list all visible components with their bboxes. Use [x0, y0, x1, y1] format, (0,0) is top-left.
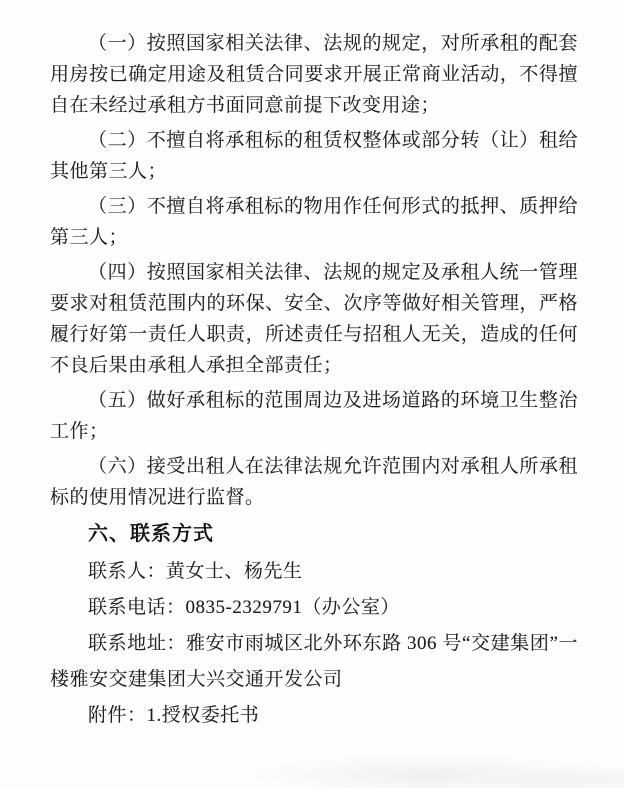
contact-address-line: 联系地址：雅安市雨城区北外环东路 306 号“交建集团”一楼雅安交建集团大兴交通开发公司 — [50, 633, 578, 690]
attachment-line: 附件：1.授权委托书 — [88, 705, 260, 726]
clause-5: （五）做好承租标的范围周边及进场道路的环境卫生整治工作； — [50, 390, 578, 442]
clause-1: （一）按照国家相关法律、法规的规定，对所承租的配套用房按已确定用途及租赁合同要求开展正常商业活动，不得擅自在未经过承租方书面同意前提下改变用途； — [50, 33, 578, 116]
clause-4: （四）按照国家相关法律、法规的规定及承租人统一管理要求对租赁范围内的环保、安全、次序等做好相关管理，严格履行好第一责任人职责，所述责任与招租人无关，造成的任何不良后果由承租人承担全部责任； — [50, 262, 578, 376]
contact-person-line: 联系人：黄女士、杨先生 — [88, 561, 303, 582]
section-heading-contact-info: 六、联系方式 — [88, 523, 214, 545]
clause-2: （二）不擅自将承租标的租赁权整体或部分转（让）租给其他第三人； — [50, 130, 578, 182]
clause-3: （三）不擅自将承租标的物用作任何形式的抵押、质押给第三人； — [50, 196, 578, 248]
contact-phone-line: 联系电话：0835-2329791（办公室） — [88, 597, 400, 618]
clause-6: （六）接受出租人在法律法规允许范围内对承租人所承租标的使用情况进行监督。 — [50, 456, 578, 508]
